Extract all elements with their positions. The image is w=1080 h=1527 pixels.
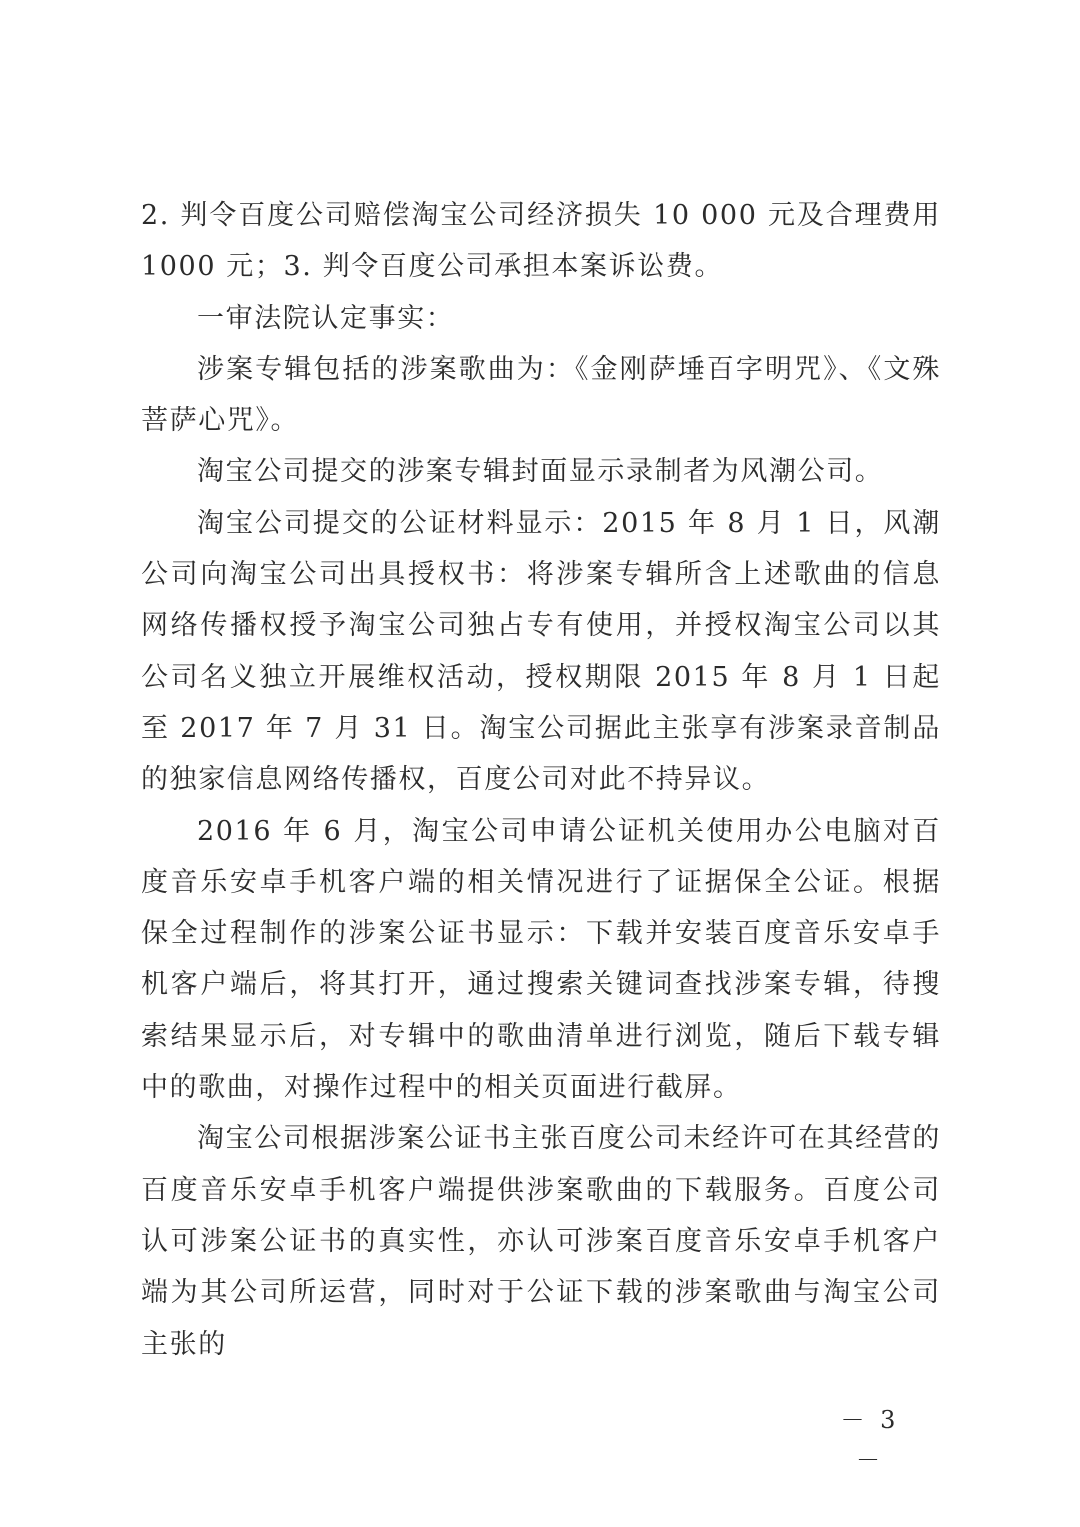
paragraph-songs-involved: 涉案专辑包括的涉案歌曲为：《金刚萨埵百字明咒》、《文殊菩萨心咒》。 (141, 353, 941, 437)
paragraph-notarization: 2016 年 6 月，淘宝公司申请公证机关使用办公电脑对百度音乐安卓手机客户端的相关情况进行了证据保全公证。根据保全过程制作的涉案公证书显示：下载并安装百度音乐安卓手机客户端后，将其打开，通过搜索关键词查找涉案专辑，待搜索结果显示后，对专辑中的歌曲清单进行浏览，随后下载专辑中的歌曲，对操作过程中的相关页面进行截屏。 (141, 815, 941, 1104)
page-number: － 3 － (840, 1406, 900, 1474)
paragraph-first-instance-facts-heading: 一审法院认定事实： (197, 302, 455, 334)
document-body (141, 190, 941, 1370)
paragraph-claim-download-service: 淘宝公司根据涉案公证书主张百度公司未经许可在其经营的百度音乐安卓手机客户端提供涉案歌曲的下载服务。百度公司认可涉案公证书的真实性，亦认可涉案百度音乐安卓手机客户端为其公司所运营，同时对于公证下载的涉案歌曲与淘宝公司主张的 (141, 1123, 941, 1360)
paragraph-claims-continued: 2. 判令百度公司赔偿淘宝公司经济损失 10 000 元及合理费用 1000 元；3. 判令百度公司承担本案诉讼费。 (141, 200, 941, 283)
paragraph-album-cover: 淘宝公司提交的涉案专辑封面显示录制者为风潮公司。 (197, 456, 884, 488)
paragraph-authorization: 淘宝公司提交的公证材料显示：2015 年 8 月 1 日，风潮公司向淘宝公司出具授权书：将涉案专辑所含上述歌曲的信息网络传播权授予淘宝公司独占专有使用，并授权淘宝公司以其公司名义独立开展维权活动，授权期限 2015 年 8 月 1 日起至 2017 年 7 月 31 日。淘宝公司据此主张享有涉案录音制品的独家信息网络传播权，百度公司对此不持异议。 (141, 507, 941, 796)
